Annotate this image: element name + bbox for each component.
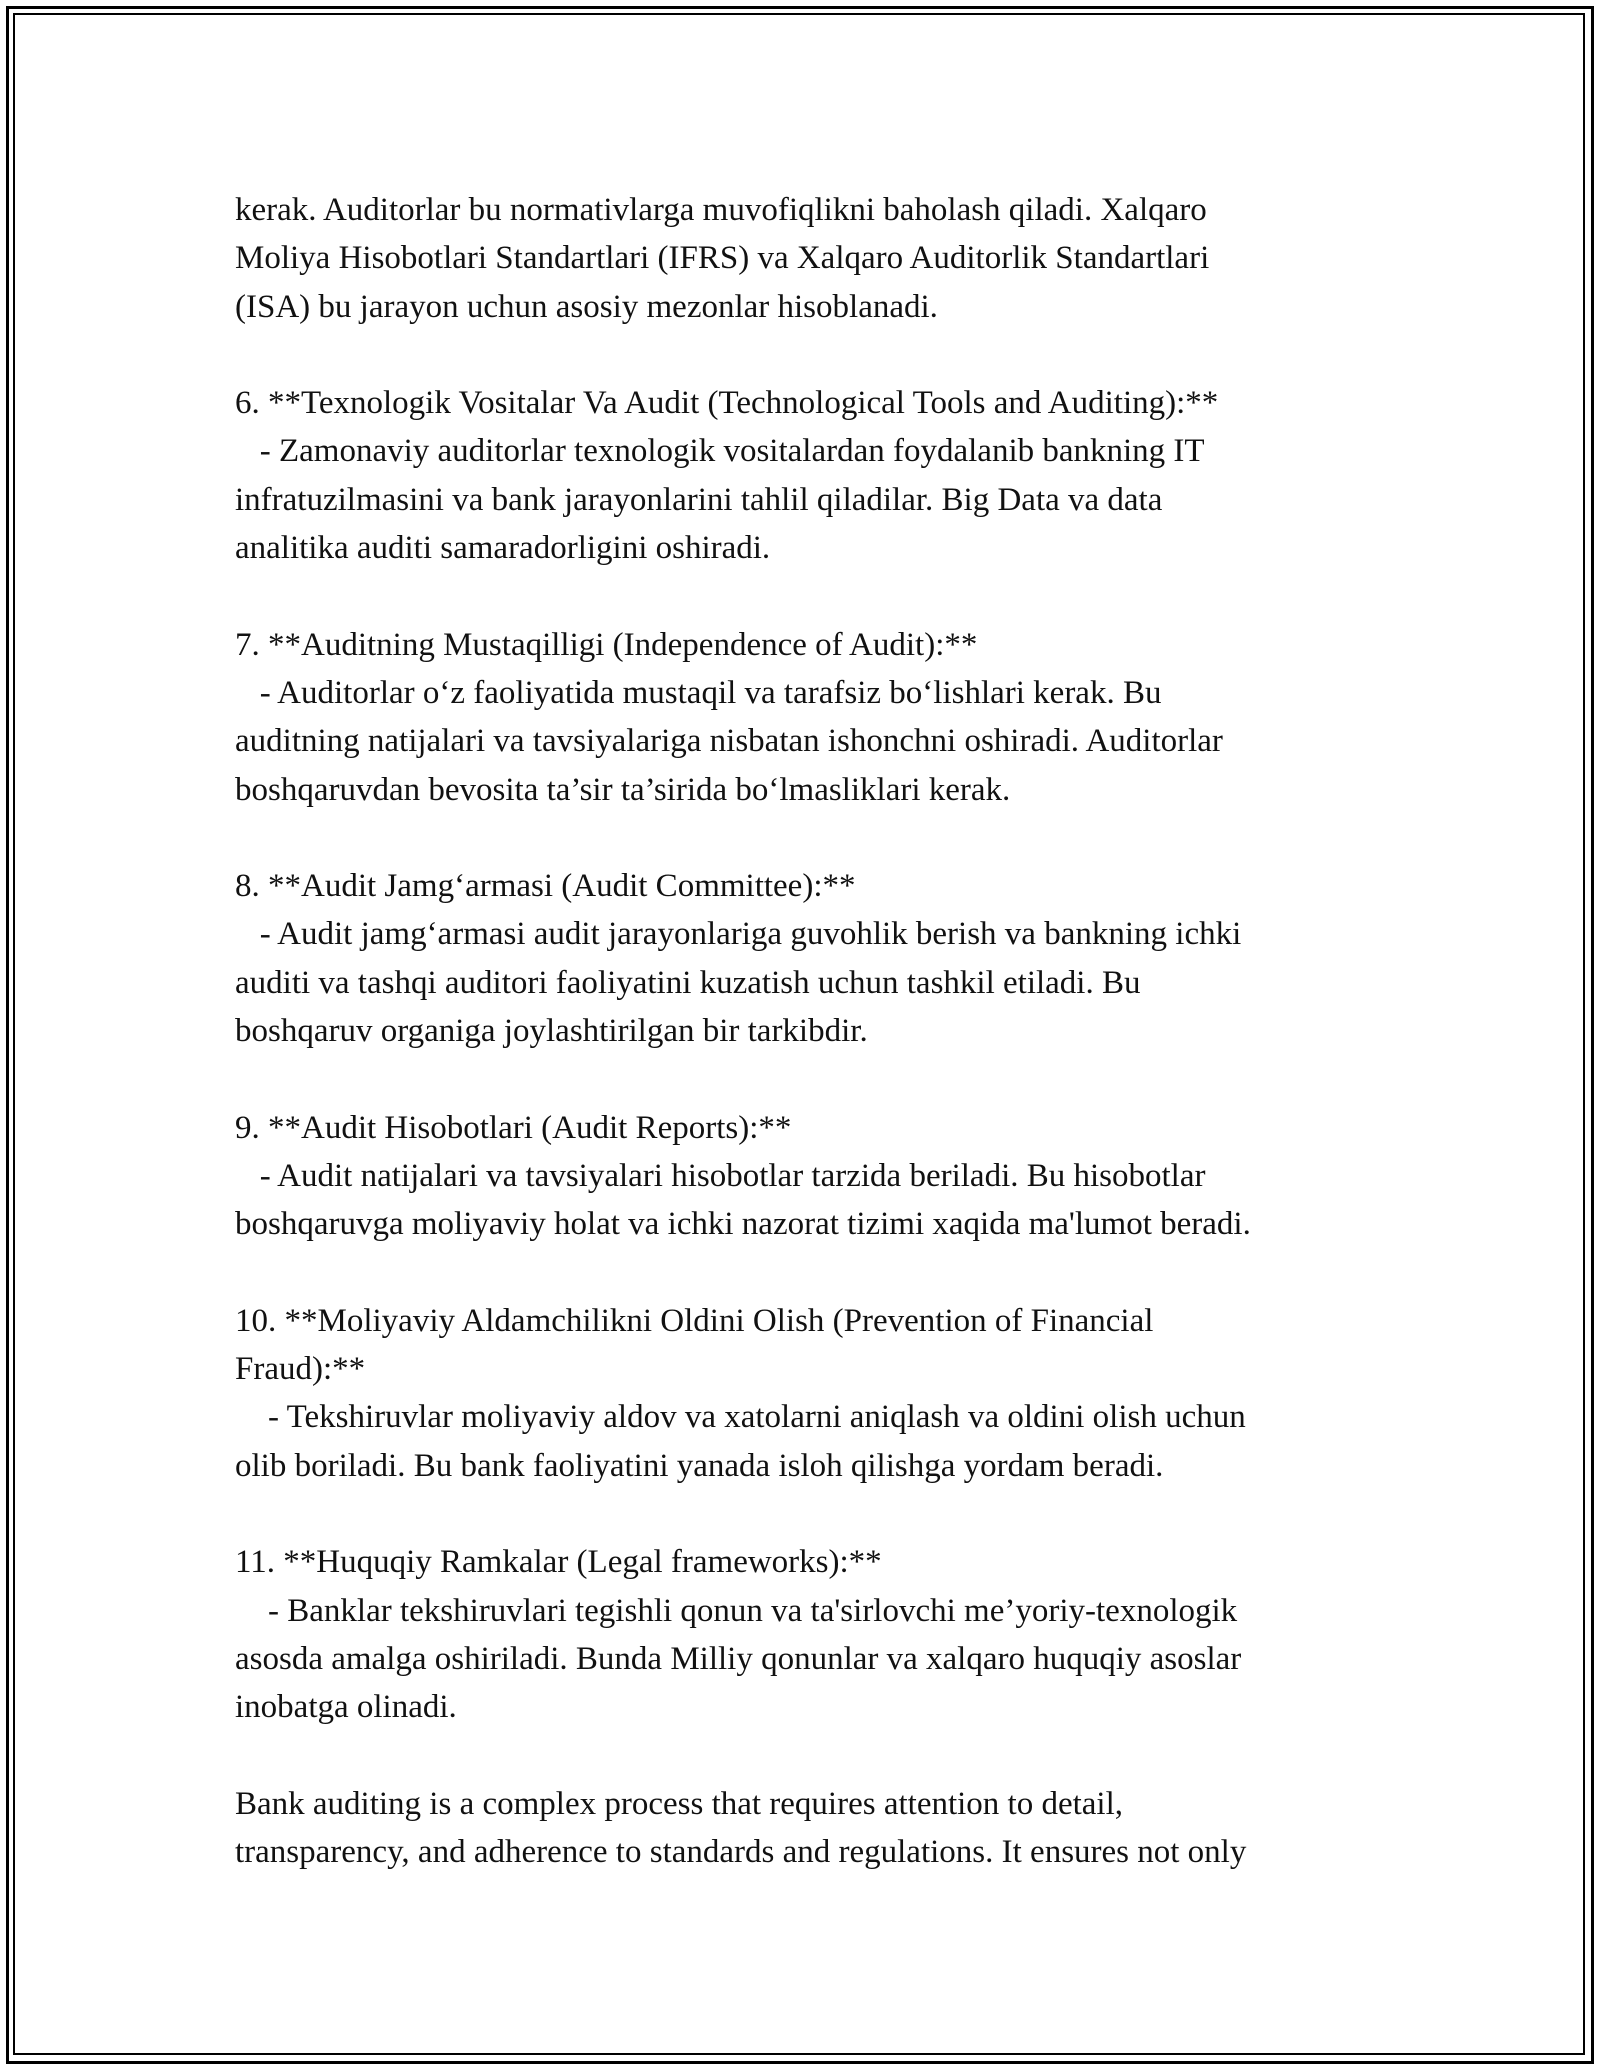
text-line: auditning natijalari va tavsiyalariga nisbatan ishonchni oshiradi. Auditorlar <box>235 723 1223 760</box>
paragraph-spacer <box>235 1732 1415 1780</box>
paragraph-intro-continuation <box>235 186 1415 331</box>
text-line: - Zamonaviy auditorlar texnologik vositalardan foydalanib bankning IT <box>235 433 1205 470</box>
paragraph-spacer <box>235 331 1415 379</box>
paragraph-spacer <box>235 1249 1415 1297</box>
paragraph-spacer <box>235 1490 1415 1538</box>
text-line: olib boriladi. Bu bank faoliyatini yanada isloh qilishga yordam beradi. <box>235 1447 1164 1484</box>
text-line: analitika auditi samaradorligini oshiradi. <box>235 530 771 567</box>
paragraph-spacer <box>235 814 1415 862</box>
section-8-audit-committee <box>235 862 1415 1055</box>
text-line: transparency, and adherence to standards and regulations. It ensures not only <box>235 1834 1247 1871</box>
text-line: boshqaruvdan bevosita ta’sir ta’sirida bo‘lmasliklari kerak. <box>235 771 1011 808</box>
section-heading: 7. **Auditning Mustaqilligi (Independence of Audit):** <box>235 626 978 663</box>
text-line: - Audit jamg‘armasi audit jarayonlariga guvohlik berish va bankning ichki <box>235 916 1242 953</box>
document-body <box>235 186 1415 1876</box>
text-line: inobatga olinadi. <box>235 1689 457 1726</box>
section-7-independence <box>235 621 1415 814</box>
text-line: kerak. Auditorlar bu normativlarga muvofiqlikni baholash qiladi. Xalqaro <box>235 192 1207 228</box>
text-line: Bank auditing is a complex process that requires attention to detail, <box>235 1785 1124 1822</box>
text-line: - Banklar tekshiruvlari tegishli qonun va ta'sirlovchi me’yoriy-texnologik <box>235 1592 1238 1629</box>
section-heading: 6. **Texnologik Vositalar Va Audit (Technological Tools and Auditing):** <box>235 385 1219 422</box>
section-heading: 8. **Audit Jamg‘armasi (Audit Committee):** <box>235 868 856 905</box>
text-line: - Auditorlar o‘z faoliyatida mustaqil va tarafsiz bo‘lishlari kerak. Bu <box>235 674 1162 711</box>
text-line: auditi va tashqi auditori faoliyatini kuzatish uchun tashkil etiladi. Bu <box>235 964 1141 1001</box>
section-6-technological-tools <box>235 379 1415 572</box>
text-line: (ISA) bu jarayon uchun asosiy mezonlar hisoblanadi. <box>235 288 938 325</box>
text-line: boshqaruv organiga joylashtirilgan bir tarkibdir. <box>235 1013 868 1050</box>
section-heading: 11. **Huquqiy Ramkalar (Legal frameworks):** <box>235 1544 882 1581</box>
section-9-audit-reports <box>235 1104 1415 1249</box>
section-heading: 9. **Audit Hisobotlari (Audit Reports):** <box>235 1109 792 1146</box>
text-line: asosda amalga oshiriladi. Bunda Milliy qonunlar va xalqaro huquqiy asoslar <box>235 1640 1242 1677</box>
section-11-legal-frameworks <box>235 1538 1415 1731</box>
paragraph-conclusion <box>235 1780 1415 1877</box>
section-heading: 10. **Moliyaviy Aldamchilikni Oldini Olish (Prevention of Financial <box>235 1302 1154 1339</box>
text-line: - Audit natijalari va tavsiyalari hisobotlar tarzida beriladi. Bu hisobotlar <box>235 1157 1206 1194</box>
section-10-fraud-prevention <box>235 1297 1415 1490</box>
section-heading-continued: Fraud):** <box>235 1351 366 1388</box>
text-line: Moliya Hisobotlari Standartlari (IFRS) va Xalqaro Auditorlik Standartlari <box>235 240 1210 277</box>
text-line: boshqaruvga moliyaviy holat va ichki nazorat tizimi xaqida ma'lumot beradi. <box>235 1206 1251 1243</box>
paragraph-spacer <box>235 572 1415 620</box>
paragraph-spacer <box>235 1055 1415 1103</box>
text-line: - Tekshiruvlar moliyaviy aldov va xatolarni aniqlash va oldini olish uchun <box>235 1399 1246 1436</box>
text-line: infratuzilmasini va bank jarayonlarini tahlil qiladilar. Big Data va data <box>235 481 1163 518</box>
